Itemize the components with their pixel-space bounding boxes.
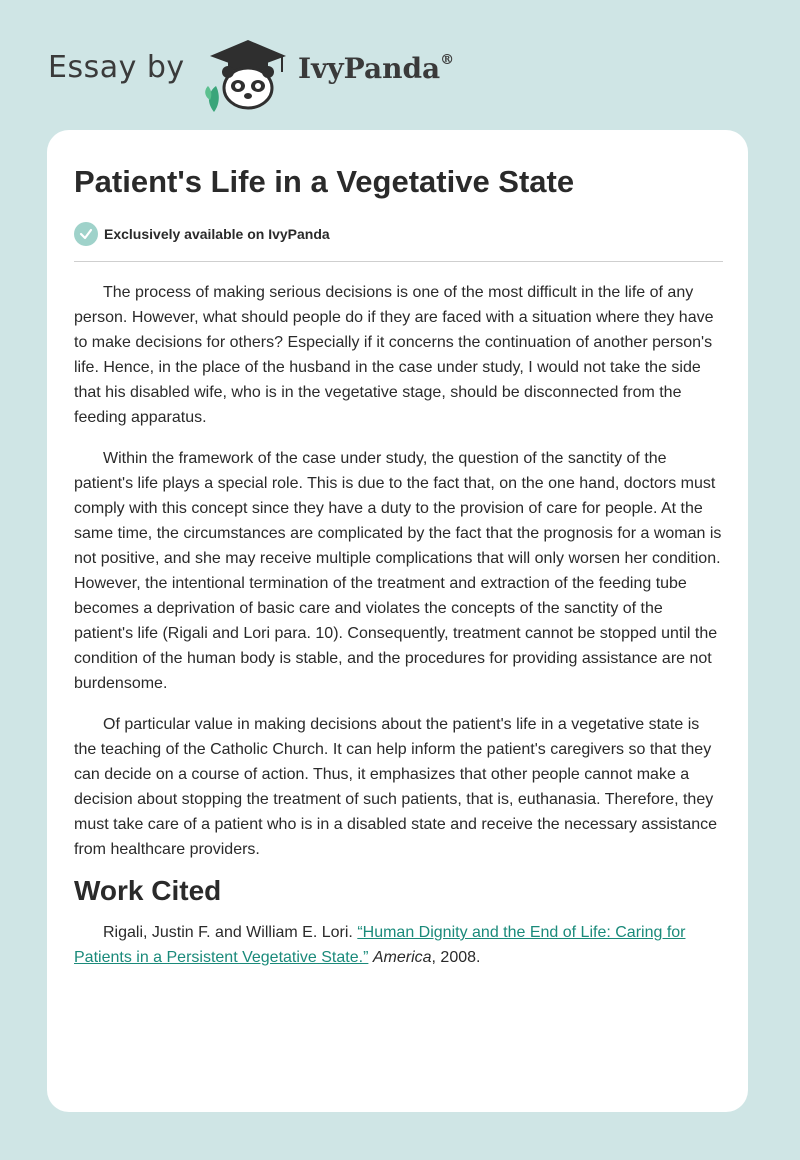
site-header [0, 0, 800, 120]
works-cited-heading: Work Cited [74, 875, 222, 906]
essay-card [47, 130, 748, 1112]
citation-source: America [372, 949, 432, 966]
panda-logo-icon[interactable] [200, 36, 296, 112]
essay-by-label: Essay by [48, 50, 185, 85]
registered-mark: ® [440, 51, 455, 68]
citation-link[interactable]: “Human Dignity and the End of Life: Caring for Patients in a Persistent Vegetative State.” [74, 924, 686, 966]
paragraph: Within the framework of the case under study, the question of the sanctity of the patient's life plays a special role. This is due to the fact that, on the one hand, doctors must comply with this concept since they have a duty to the provision of care for people. At the same time, the circumstances are complicated by the fact that the prognosis for a woman is not positive, and she may receive multiple complications that will only worsen her condition. However, the intentional termination of the treatment and extraction of the feeding tube becomes a deprivation of basic care and violates the concepts of the sanctity of the patient's life (Rigali and Lori para. 10). Consequently, treatment cannot be stopped until the condition of the human body is stable, and the procedures for providing assistance are not burdensome. [74, 450, 722, 692]
citation [74, 920, 723, 970]
paragraph: The process of making serious decisions is one of the most difficult in the life of any person. However, what should people do if they are faced with a situation where they have to make decisions for others? Especially if it concerns the continuation of another person's life. Hence, in the place of the husband in the case under study, I would not take the side that his disabled wife, who is in the vegetative stage, should be disconnected from the feeding apparatus. [74, 284, 714, 426]
check-icon [74, 222, 98, 246]
divider [74, 261, 723, 262]
page-title: Patient's Life in a Vegetative State [74, 164, 575, 199]
exclusive-badge-label: Exclusively available on IvyPanda [104, 226, 330, 242]
citation-year: , 2008. [431, 949, 481, 966]
essay-body [74, 280, 723, 986]
exclusive-badge [74, 222, 330, 246]
citation-authors: Rigali, Justin F. and William E. Lori. [103, 924, 358, 941]
paragraph: Of particular value in making decisions about the patient's life in a vegetative state is the teaching of the Catholic Church. It can help inform the patient's caregivers so that they can decide on a course of action. Thus, it emphasizes that other people cannot make a decision about stopping the treatment of such patients, that is, euthanasia. Therefore, they must take care of a patient who is in a disabled state and receive the necessary assistance from healthcare providers. [74, 716, 718, 858]
brand-name[interactable]: IvyPanda® [298, 51, 455, 85]
